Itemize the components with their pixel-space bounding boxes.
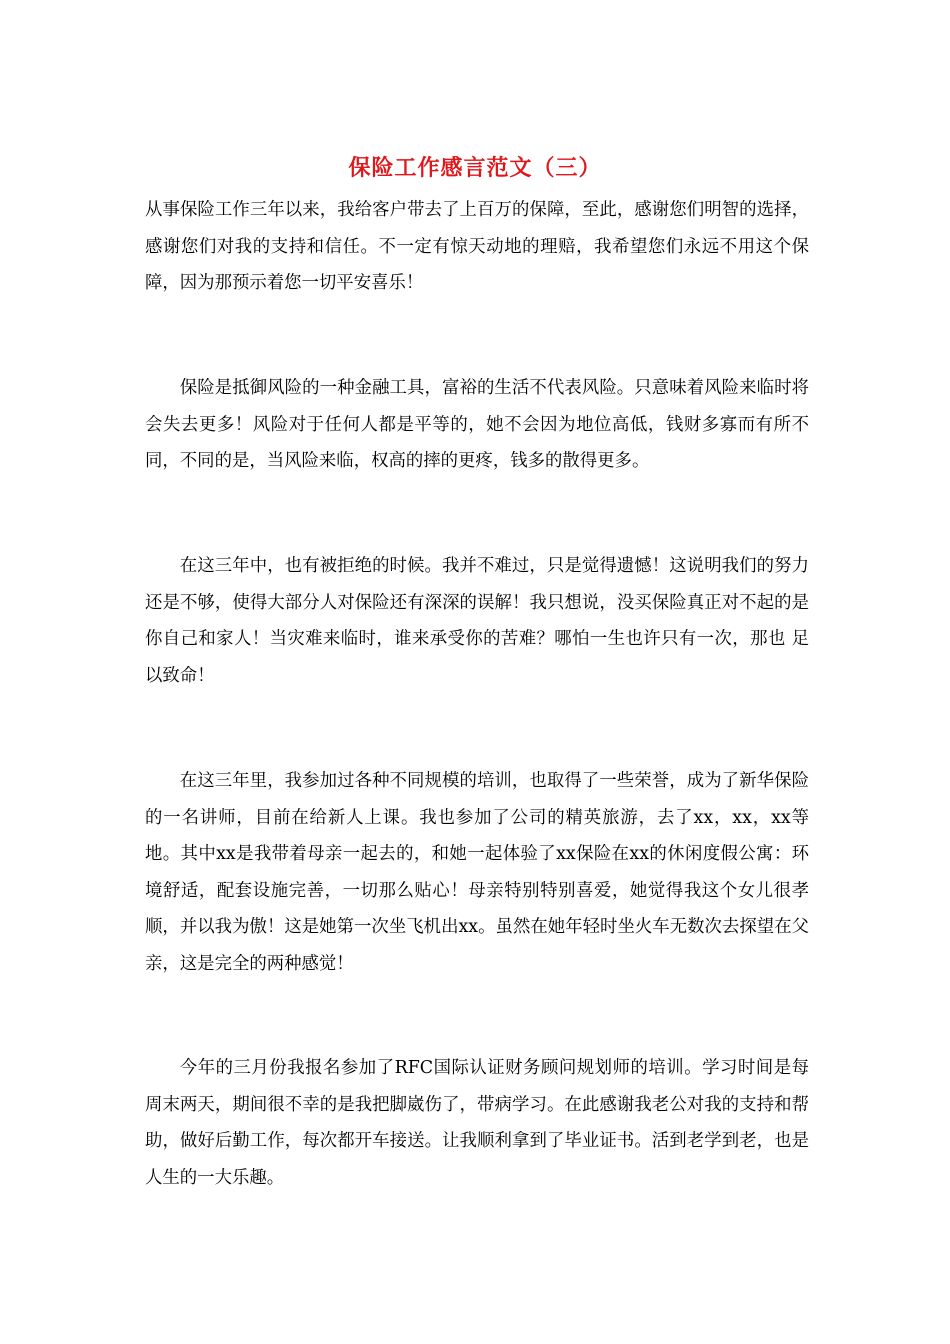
paragraph-3: 在这三年中，也有被拒绝的时候。我并不难过，只是觉得遗憾！这说明我们的努力还是不够，使得大部分人对保险还有深深的误解！我只想说，没买保险真正对不起的是你自己和家人！当灾难来临时，谁来承受你的苦难？哪怕一生也许只有一次，那也 足以致命！ — [145, 556, 809, 686]
paragraph-5: 今年的三月份我报名参加了RFC国际认证财务顾问规划师的培训。学习时间是每周末两天，期间很不幸的是我把脚崴伤了，带病学习。在此感谢我老公对我的支持和帮助，做好后勤工作，每次都开车接送。让我顺利拿到了毕业证书。活到老学到老，也是人生的一大乐趣。 — [145, 1058, 809, 1188]
paragraph-2: 保险是抵御风险的一种金融工具，富裕的生活不代表风险。只意味着风险来临时将会失去更多！风险对于任何人都是平等的，她不会因为地位高低，钱财多寡而有所不同，不同的是，当风险来临，权高的摔的更疼，钱多的散得更多。 — [145, 378, 809, 471]
document-title: 保险工作感言范文（三） — [348, 155, 602, 181]
paragraph-4: 在这三年里，我参加过各种不同规模的培训，也取得了一些荣誉，成为了新华保险的一名讲师，目前在给新人上课。我也参加了公司的精英旅游，去了xx，xx，xx等地。其中xx是我带着母亲一起去的，和她一起体验了xx保险在xx的休闲度假公寓：环境舒适，配套设施完善，一切那么贴心！母亲特别特别喜爱，她觉得我这个女儿很孝顺，并以我为傲！这是她第一次坐飞机出xx。虽然在她年轻时坐火车无数次去探望在父亲，这是完全的两种感觉！ — [145, 771, 809, 974]
paragraph-1: 从事保险工作三年以来，我给客户带去了上百万的保障，至此，感谢您们明智的选择，感谢您们对我的支持和信任。不一定有惊天动地的理赔，我希望您们永远不用这个保障，因为那预示着您一切平安喜乐！ — [145, 200, 809, 293]
